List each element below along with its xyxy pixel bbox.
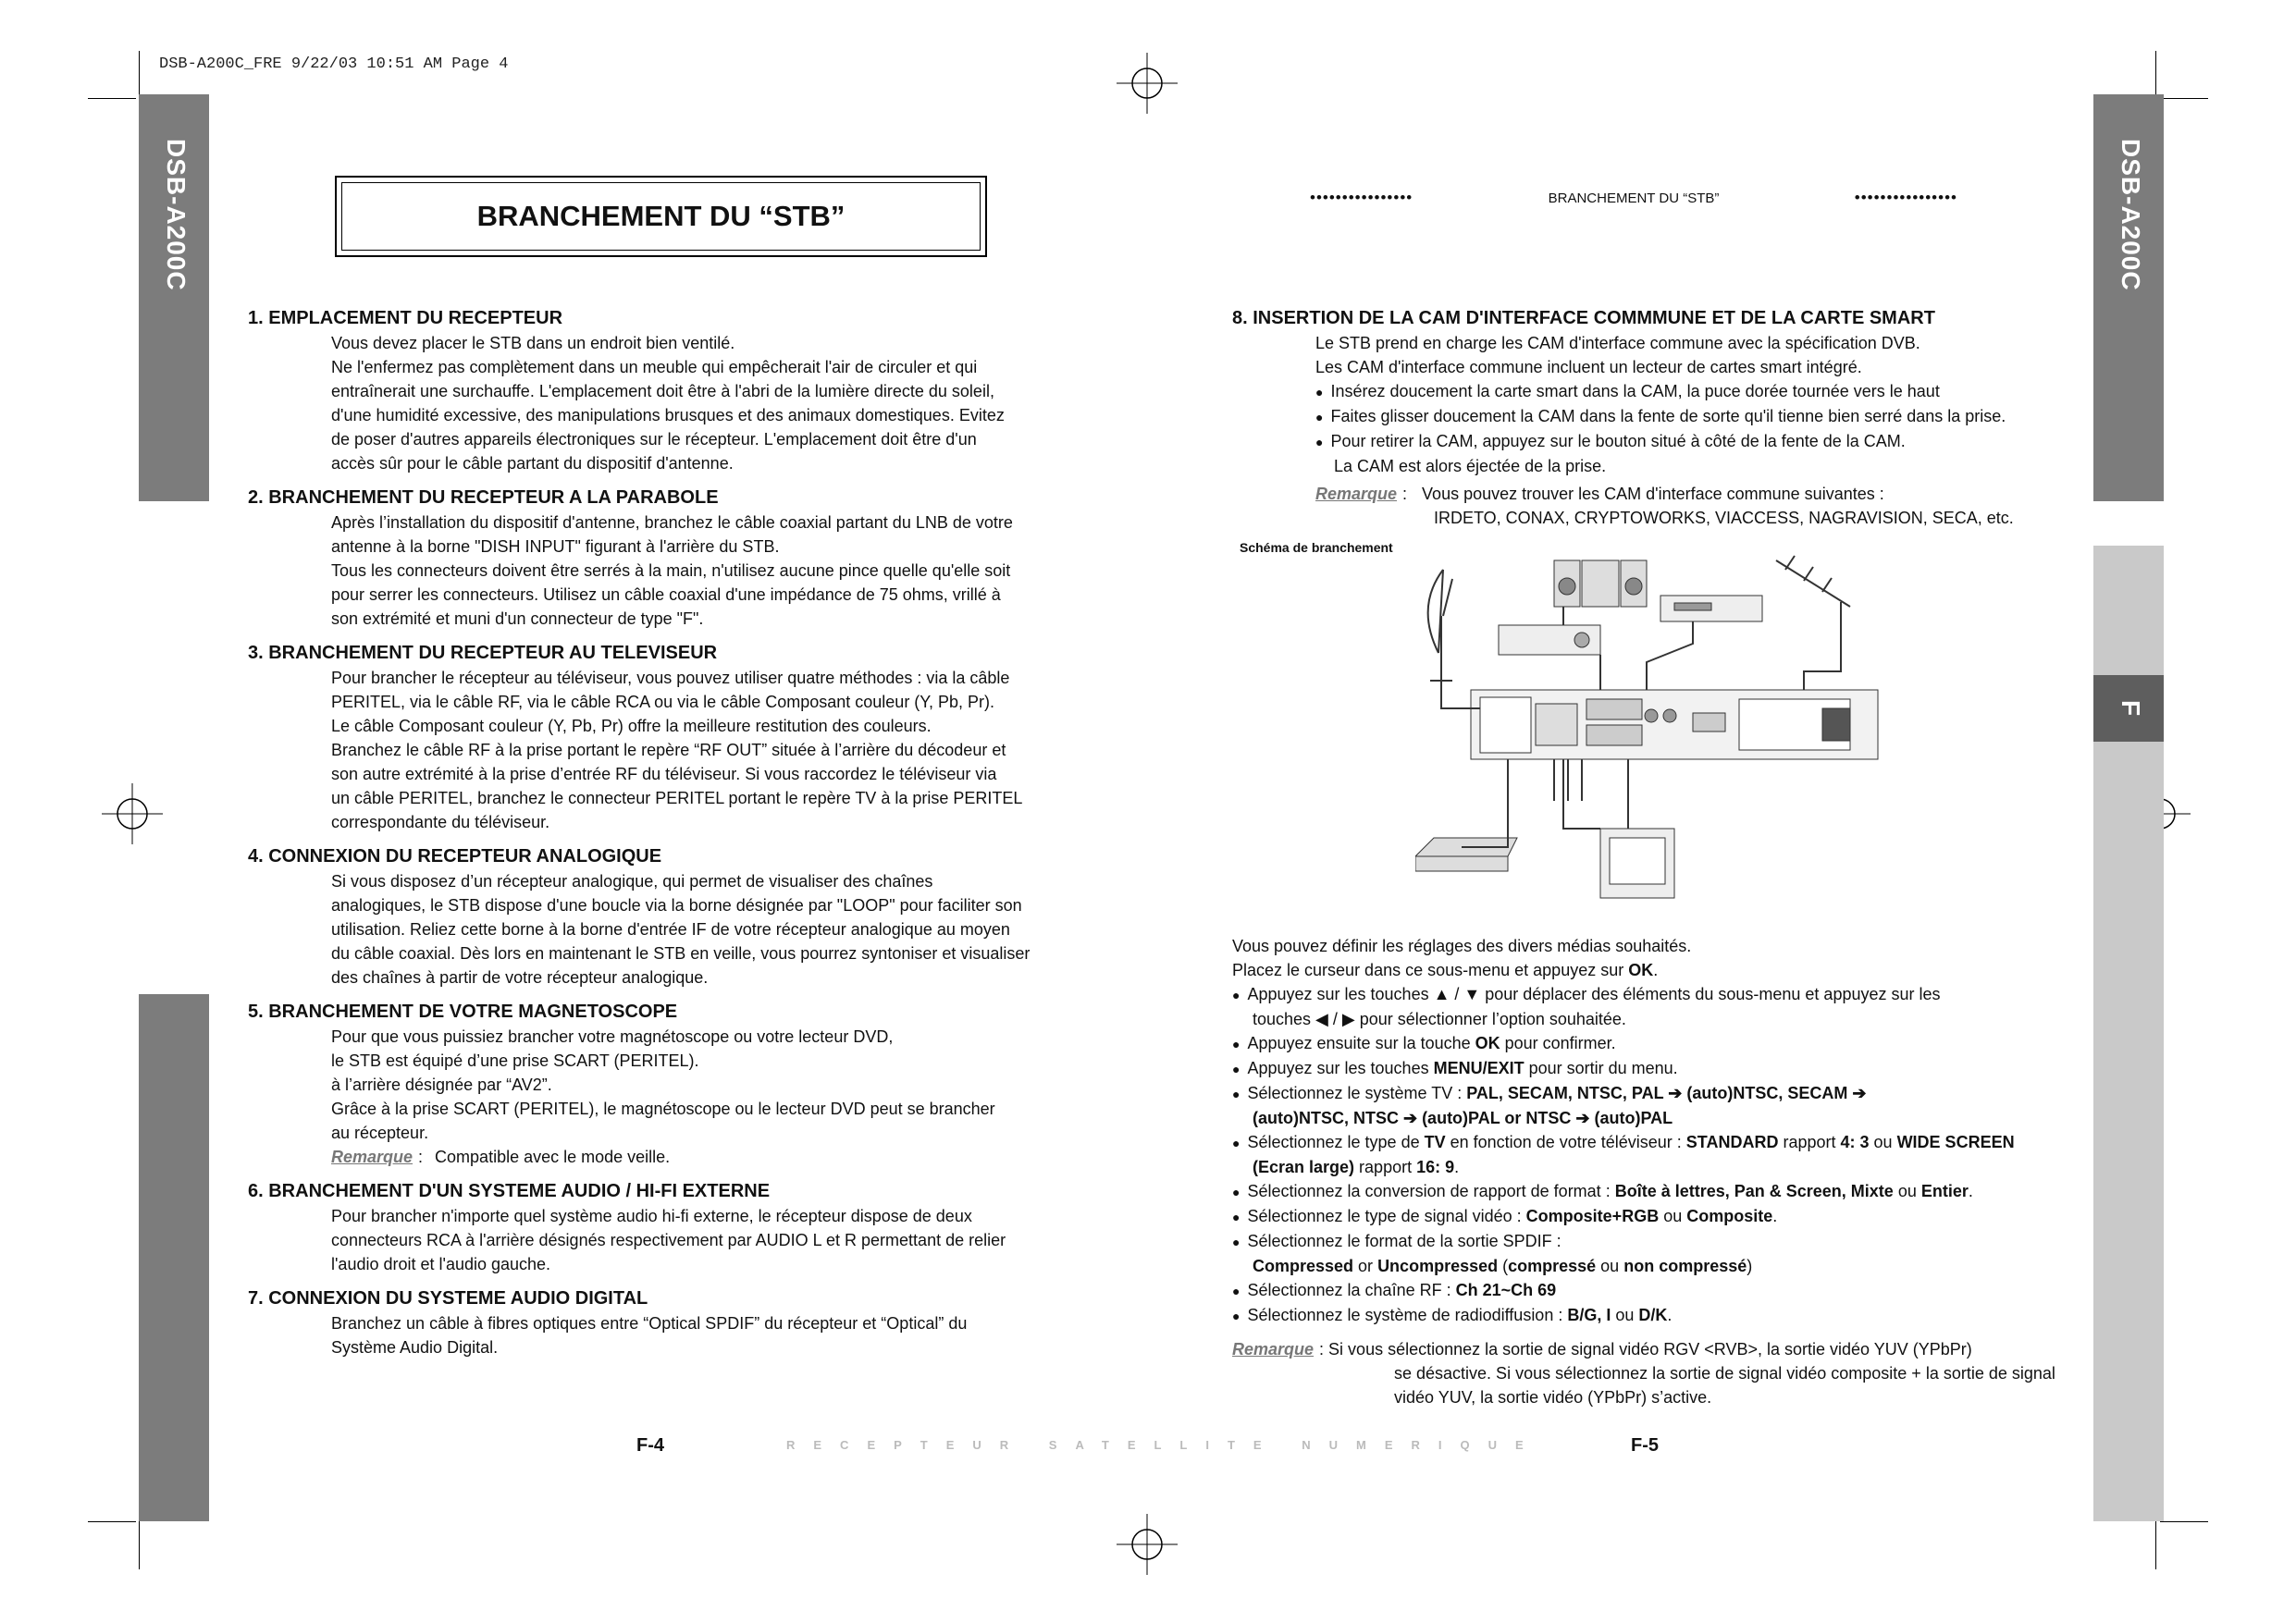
- vcr-icon: [1660, 596, 1762, 621]
- paragraph-line: du câble coaxial. Dès lors en maintenant le STB en veille, vous pourrez syntoniser et visualiser: [331, 944, 1031, 963]
- remark-line: Remarque : Vous pouvez trouver les CAM d'interface commune suivantes :: [1315, 485, 1884, 503]
- running-dots-right: ••••••••••••••••: [1854, 189, 1957, 206]
- right-column-top: [1232, 305, 2083, 530]
- bold-run: PAL, SECAM, NTSC, PAL ➔ (auto)NTSC, SECAM ➔: [1466, 1084, 1867, 1102]
- stb-receiver-rear-icon: [1471, 690, 1878, 759]
- paragraph-line: Les CAM d'interface commune incluent un lecteur de cartes smart intégré.: [1315, 358, 1862, 376]
- running-head: [1310, 189, 1957, 207]
- remark-label: Remarque: [1315, 485, 1398, 503]
- remark-text: Vous pouvez trouver les CAM d'interface commune suivantes :: [1422, 485, 1884, 503]
- hifi-system-icon: [1554, 560, 1647, 607]
- bullet-item: ● Sélectionnez le format de la sortie SPDIF :: [1232, 1229, 2083, 1254]
- paragraph-line: Branchez un câble à fibres optiques entre “Optical SPDIF” du récepteur et “Optical” du: [331, 1314, 968, 1333]
- settings-intro: Vous pouvez définir les réglages des divers médias souhaités.: [1232, 937, 1692, 955]
- paragraph-line: Tous les connecteurs doivent être serrés à la main, n'utilisez aucune pince quelle qu'elle soit: [331, 561, 1011, 580]
- bold-run: compressé: [1508, 1257, 1597, 1275]
- paragraph-line: au récepteur.: [331, 1124, 429, 1142]
- remark-text: Si vous sélectionnez la sortie de signal vidéo RGV <RVB>, la sortie vidéo YUV (YPbPr): [1328, 1340, 1972, 1359]
- text-run: .: [1968, 1182, 1973, 1200]
- text-run: Sélectionnez la chaîne RF :: [1247, 1281, 1456, 1299]
- crop-mark: [88, 98, 136, 99]
- television-icon: [1600, 829, 1674, 898]
- crop-mark: [2155, 1521, 2156, 1569]
- bullet-item: ● Faites glisser doucement la CAM dans la fente de sorte qu'il tienne bien serré dans la prise.: [1232, 404, 2083, 429]
- text-run: Appuyez sur les touches: [1247, 1059, 1434, 1077]
- running-head-title: BRANCHEMENT DU “STB”: [1548, 190, 1720, 206]
- paragraph-line: Après l’installation du dispositif d'antenne, branchez le câble coaxial partant du LNB de votre: [331, 513, 1013, 532]
- paragraph-line: Vous devez placer le STB dans un endroit bien ventilé.: [331, 334, 735, 352]
- paragraph-line: accès sûr pour le câble partant du dispositif d'antenne.: [331, 454, 734, 473]
- footer-banner: RECEPTEUR SATELLITE NUMERIQUE: [786, 1438, 1542, 1452]
- bullet-item: [1232, 1278, 2083, 1303]
- bold-run: 16: 9: [1416, 1158, 1455, 1176]
- right-sidebar-model: DSB-A200C: [2117, 139, 2145, 291]
- bullet-item: [1232, 1179, 2083, 1204]
- bullet-continuation: [1232, 1254, 2083, 1278]
- bold-run: (Ecran large): [1253, 1158, 1355, 1176]
- bold-run: OK: [1475, 1034, 1500, 1052]
- page-number-left: F-4: [636, 1435, 664, 1456]
- remark-line: vidéo YUV, la sortie vidéo (YPbPr) s’active.: [1394, 1388, 1712, 1407]
- text-run: .: [1653, 961, 1659, 979]
- left-sidebar-bottom: [139, 994, 209, 1521]
- text-run: ou: [1869, 1133, 1897, 1151]
- text-run: .: [1454, 1158, 1460, 1176]
- paragraph-line: connecteurs RCA à l'arrière désignés respectivement par AUDIO L et R permettant de relier: [331, 1231, 1006, 1249]
- crop-mark: [139, 51, 140, 99]
- crop-mark: [2160, 98, 2208, 99]
- section-heading: 4. CONNEXION DU RECEPTEUR ANALOGIQUE: [248, 846, 662, 867]
- paragraph-line: Grâce à la prise SCART (PERITEL), le magnétoscope ou le lecteur DVD peut se brancher: [331, 1100, 995, 1118]
- section-heading: 6. BRANCHEMENT D'UN SYSTEME AUDIO / HI-FI EXTERNE: [248, 1181, 771, 1201]
- paragraph-line: d'une humidité excessive, des manipulations brusques et des animaux domestiques. Evitez: [331, 406, 1005, 424]
- section-heading: 5. BRANCHEMENT DE VOTRE MAGNETOSCOPE: [248, 1002, 678, 1022]
- bold-run: non compressé: [1623, 1257, 1747, 1275]
- text-run: .: [1772, 1207, 1778, 1225]
- text-run: or: [1353, 1257, 1378, 1275]
- diagram-caption: Schéma de branchement: [1240, 540, 1393, 555]
- paragraph-line: le STB est équipé d’une prise SCART (PERITEL).: [331, 1051, 699, 1070]
- text-run: ou: [1611, 1306, 1639, 1324]
- paragraph-line: Ne l'enfermez pas complètement dans un meuble qui empêcherait l'air de circuler et qui: [331, 358, 978, 376]
- registration-mark-bottom: [1115, 1512, 1179, 1577]
- tv-antenna-icon: [1776, 556, 1850, 653]
- paragraph-line: PERITEL, via le câble RF, via le câble RCA ou via le câble Composant couleur (Y, Pb, Pr).: [331, 693, 995, 711]
- section-heading: 8. INSERTION DE LA CAM D'INTERFACE COMMMUNE ET DE LA CARTE SMART: [1232, 308, 1935, 328]
- paragraph-line: Si vous disposez d’un récepteur analogique, qui permet de visualiser des chaînes: [331, 872, 933, 891]
- bullet-item: [1232, 1056, 2083, 1081]
- paragraph-line: Système Audio Digital.: [331, 1338, 499, 1357]
- right-column-settings: [1232, 934, 2083, 1409]
- section-heading: 1. EMPLACEMENT DU RECEPTEUR: [248, 308, 563, 328]
- paragraph-line: Branchez le câble RF à la prise portant le repère “RF OUT” située à l’arrière du décodeur et: [331, 741, 1006, 759]
- text-run: ou: [1596, 1257, 1624, 1275]
- bullet-item: ● Appuyez sur les touches ▲ / ▼ pour déplacer des éléments du sous-menu et appuyez sur les: [1232, 982, 2083, 1007]
- section-heading: 2. BRANCHEMENT DU RECEPTEUR A LA PARABOLE: [248, 487, 719, 508]
- paragraph-line: son autre extrémité à la prise d’entrée RF du téléviseur. Si vous raccordez le téléviseur via: [331, 765, 997, 783]
- paragraph-line: l'audio droit et l'audio gauche.: [331, 1255, 551, 1273]
- amplifier-icon: [1499, 625, 1600, 655]
- bold-run: OK: [1628, 961, 1654, 979]
- crop-mark: [139, 1521, 140, 1569]
- paragraph-line: de poser d'autres appareils électroniques sur le récepteur. L'emplacement doit être d'un: [331, 430, 977, 449]
- bold-run: WIDE SCREEN: [1896, 1133, 2015, 1151]
- running-dots-left: ••••••••••••••••: [1310, 189, 1413, 206]
- bold-run: Compressed: [1253, 1257, 1354, 1275]
- bold-run: Uncompressed: [1377, 1257, 1499, 1275]
- text-run: (: [1498, 1257, 1509, 1275]
- bold-run: B/G, I: [1567, 1306, 1611, 1324]
- bullet-item: ● Insérez doucement la carte smart dans la CAM, la puce dorée tournée vers le haut: [1232, 379, 2083, 404]
- text-run: Sélectionnez le type de: [1247, 1133, 1425, 1151]
- paragraph-line: La CAM est alors éjectée de la prise.: [1334, 457, 1607, 475]
- right-sidebar-top: [2093, 94, 2164, 501]
- bold-run: MENU/EXIT: [1433, 1059, 1524, 1077]
- remark-line: Remarque : Si vous sélectionnez la sortie de signal vidéo RGV <RVB>, la sortie vidéo YUV (YPbPr): [1232, 1340, 1972, 1359]
- bold-run: (auto)NTSC, NTSC ➔ (auto)PAL or NTSC ➔ (auto)PAL: [1253, 1109, 1673, 1127]
- left-column: [248, 305, 1080, 1359]
- page-title: BRANCHEMENT DU “STB”: [341, 182, 981, 251]
- paragraph-line: pour serrer les connecteurs. Utilisez un câble coaxial d'une impédance de 75 ohms, vrillé à: [331, 585, 1001, 604]
- paragraph-line: Le câble Composant couleur (Y, Pb, Pr) offre la meilleure restitution des couleurs.: [331, 717, 932, 735]
- remark-text: Compatible avec le mode veille.: [435, 1148, 671, 1166]
- language-tab: F: [2093, 675, 2164, 742]
- bullet-continuation: [1232, 1106, 2083, 1130]
- settings-intro: [1232, 958, 2083, 982]
- text-run: ou: [1659, 1207, 1687, 1225]
- print-slug: DSB-A200C_FRE 9/22/03 10:51 AM Page 4: [159, 55, 509, 73]
- paragraph-line: Le STB prend en charge les CAM d'interface commune avec la spécification DVB.: [1315, 334, 1920, 352]
- bullet-item: ● Pour retirer la CAM, appuyez sur le bouton situé à côté de la fente de la CAM.: [1232, 429, 2083, 454]
- page-number-right: F-5: [1631, 1435, 1659, 1456]
- left-sidebar-model: DSB-A200C: [162, 139, 191, 291]
- text-run: Sélectionnez le type de signal vidéo :: [1247, 1207, 1526, 1225]
- bold-run: Entier: [1920, 1182, 1969, 1200]
- bullet-item: [1232, 1130, 2083, 1155]
- bold-run: 4: 3: [1840, 1133, 1870, 1151]
- text-run: .: [1667, 1306, 1673, 1324]
- bullet-continuation: touches ◀ / ▶ pour sélectionner l’option souhaitée.: [1253, 1010, 1626, 1028]
- crop-mark: [88, 1521, 136, 1522]
- bold-run: Ch 21~Ch 69: [1455, 1281, 1557, 1299]
- text-run: Sélectionnez la conversion de rapport de format :: [1247, 1182, 1615, 1200]
- crop-mark: [2155, 51, 2156, 99]
- paragraph-line: un câble PERITEL, branchez le connecteur PERITEL portant le repère TV à la prise PERITEL: [331, 789, 1023, 807]
- bullet-item: [1232, 1204, 2083, 1229]
- bullet-item: [1232, 1081, 2083, 1106]
- text-run: rapport: [1778, 1133, 1841, 1151]
- bullet-item: [1232, 1303, 2083, 1328]
- paragraph-line: à l’arrière désignée par “AV2”.: [331, 1076, 552, 1094]
- remark-label: Remarque: [1232, 1340, 1315, 1359]
- bold-run: TV: [1424, 1133, 1446, 1151]
- satellite-dish-icon: [1428, 570, 1452, 681]
- text-run: Sélectionnez le système TV :: [1247, 1084, 1467, 1102]
- bullet-item: [1232, 1031, 2083, 1056]
- paragraph-line: son extrémité et muni d'un connecteur de type "F".: [331, 609, 704, 628]
- bold-run: D/K: [1638, 1306, 1668, 1324]
- registration-mark-top: [1115, 51, 1179, 116]
- text-run: Appuyez ensuite sur la touche: [1247, 1034, 1475, 1052]
- text-run: pour confirmer.: [1500, 1034, 1616, 1052]
- paragraph-line: Pour que vous puissiez brancher votre magnétoscope ou votre lecteur DVD,: [331, 1027, 894, 1046]
- text-run: ): [1747, 1257, 1753, 1275]
- text-run: rapport: [1354, 1158, 1417, 1176]
- analog-receiver-icon: [1415, 838, 1517, 871]
- paragraph-line: antenne à la borne "DISH INPUT" figurant à l'arrière du STB.: [331, 537, 780, 556]
- bold-run: Composite: [1686, 1207, 1773, 1225]
- paragraph-line: correspondante du téléviseur.: [331, 813, 550, 831]
- paragraph-line: utilisation. Reliez cette borne à la borne d'entrée IF de votre récepteur analogique au moyen: [331, 920, 1010, 939]
- bullet-continuation: [1232, 1155, 2083, 1179]
- remark-line: IRDETO, CONAX, CRYPTOWORKS, VIACCESS, NAGRAVISION, SECA, etc.: [1434, 509, 2014, 527]
- page-title-box: [335, 176, 987, 257]
- section-heading: 7. CONNEXION DU SYSTEME AUDIO DIGITAL: [248, 1288, 648, 1309]
- section-heading: 3. BRANCHEMENT DU RECEPTEUR AU TELEVISEUR: [248, 643, 718, 663]
- remark-line: se désactive. Si vous sélectionnez la sortie de signal vidéo composite + la sortie de signal: [1394, 1364, 2055, 1383]
- registration-mark-left: [100, 781, 165, 846]
- connection-diagram: [1415, 551, 1924, 912]
- paragraph-line: Pour brancher le récepteur au téléviseur, vous pouvez utiliser quatre méthodes : via la câble: [331, 669, 1010, 687]
- bold-run: Boîte à lettres, Pan & Screen, Mixte: [1614, 1182, 1894, 1200]
- remark-line: Remarque : Compatible avec le mode veille.: [331, 1148, 671, 1166]
- paragraph-line: Pour brancher n'importe quel système audio hi-fi externe, le récepteur dispose de deux: [331, 1207, 972, 1225]
- bold-run: STANDARD: [1685, 1133, 1779, 1151]
- remark-label: Remarque: [331, 1148, 414, 1166]
- text-run: ou: [1893, 1182, 1921, 1200]
- paragraph-line: analogiques, le STB dispose d'une boucle via la borne désignée par "LOOP" pour faciliter son: [331, 896, 1022, 915]
- text-run: pour sortir du menu.: [1524, 1059, 1678, 1077]
- paragraph-line: des chaînes à partir de votre récepteur analogique.: [331, 968, 709, 987]
- crop-mark: [2160, 1521, 2208, 1522]
- left-sidebar-top: [139, 94, 209, 501]
- paragraph-line: entraînerait une surchauffe. L'emplacement doit être à l'abri de la lumière directe du soleil,: [331, 382, 994, 400]
- bold-run: Composite+RGB: [1525, 1207, 1660, 1225]
- text-run: Sélectionnez le système de radiodiffusion :: [1247, 1306, 1568, 1324]
- text-run: en fonction de votre téléviseur :: [1445, 1133, 1686, 1151]
- text-run: Placez le curseur dans ce sous-menu et appuyez sur: [1232, 961, 1629, 979]
